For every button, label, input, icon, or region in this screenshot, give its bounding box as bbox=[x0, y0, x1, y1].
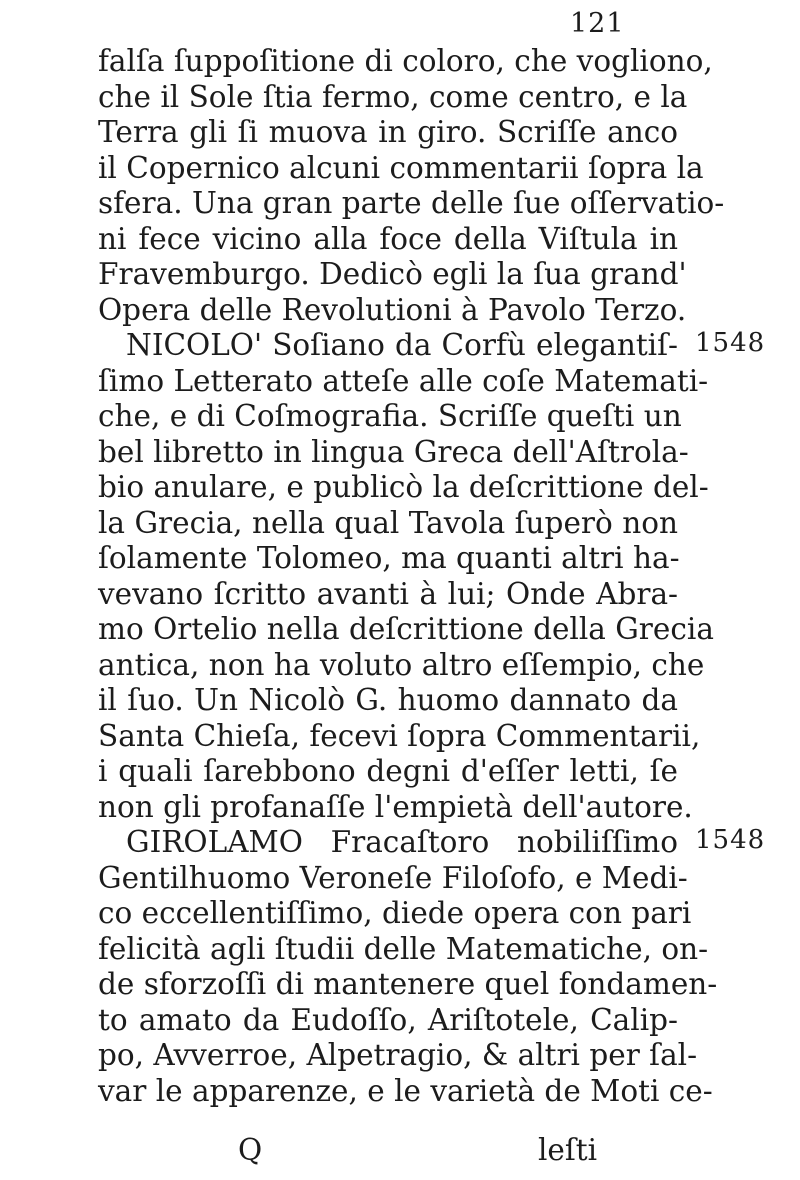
text-line: ſimo Letterato atteſe alle coſe Matemati- bbox=[98, 363, 709, 398]
text-line: non gli profanaſſe l'empietà dell'autore. bbox=[98, 789, 693, 824]
text-line: antica, non ha voluto altro eſſempio, che bbox=[98, 647, 705, 682]
text-line: che il Sole ſtia fermo, come centro, e la bbox=[98, 79, 688, 114]
text-line: co eccellentiſſimo, diede opera con pari bbox=[98, 896, 692, 930]
text-line: bio anulare, e publicò la deſcrittione del- bbox=[98, 470, 709, 504]
paragraph-start-girolamo: GIROLAMO Fracaſtoro nobiliſſimo bbox=[126, 825, 678, 859]
text-line: mo Ortelio nella deſcrittione della Grecia bbox=[98, 612, 714, 646]
text-line: bel libretto in lingua Greca dell'Aſtrola- bbox=[98, 434, 689, 469]
text-line: ſolamente Tolomeo, ma quanti altri ha- bbox=[98, 541, 680, 575]
text-line: ni fece vicino alla foce della Viſtula in bbox=[98, 221, 678, 256]
text-line: var le apparenze, e le varietà de Moti ce- bbox=[98, 1073, 713, 1108]
margin-year-note: 1548 bbox=[695, 825, 766, 855]
text-line: po, Avverroe, Alpetragio, & altri per ſal- bbox=[98, 1038, 698, 1072]
text-line: Fravemburgo. Dedicò egli la ſua grand' bbox=[98, 257, 687, 291]
page-footer bbox=[98, 1133, 678, 1169]
text-line: de sforzoſſi di mantenere quel fondamen- bbox=[98, 967, 718, 1001]
text-line: Opera delle Revolutioni à Pavolo Terzo. bbox=[98, 292, 687, 327]
catchword: leſti bbox=[538, 1133, 598, 1167]
text-line: che, e di Coſmografia. Scriſſe queſti un bbox=[98, 399, 682, 433]
text-line: il ſuo. Un Nicolò G. huomo dannato da bbox=[98, 683, 678, 717]
text-line: i quali ſarebbono degni d'eſſer letti, ſe bbox=[98, 754, 678, 788]
text-line: la Grecia, nella qual Tavola ſuperò non bbox=[98, 505, 678, 540]
margin-year-note: 1548 bbox=[695, 328, 766, 358]
text-line: falſa ſuppoſitione di coloro, che vogliono, bbox=[98, 44, 713, 78]
text-line: il Copernico alcuni commentarii ſopra la bbox=[98, 150, 704, 185]
text-line: to amato da Eudoſſo, Ariſtotele, Calip- bbox=[98, 1002, 678, 1037]
text-line: Terra gli ſi muova in giro. Scriſſe anco bbox=[98, 115, 678, 149]
page-number: 121 bbox=[570, 8, 625, 39]
text-line: Gentilhuomo Veroneſe Filoſofo, e Medi- bbox=[98, 860, 688, 895]
text-line: felicità agli ſtudii delle Matematiche, on- bbox=[98, 931, 709, 966]
text-line: Santa Chieſa, fecevi ſopra Commentarii, bbox=[98, 718, 701, 753]
text-line: vevano ſcritto avanti à lui; Onde Abra- bbox=[98, 576, 678, 611]
paragraph-start-nicolo: NICOLO' Soſiano da Corfù elegantiſ- bbox=[126, 328, 678, 362]
body-text bbox=[98, 44, 725, 1109]
text-line: sfera. Una gran parte delle ſue oſſervatio- bbox=[98, 186, 725, 220]
signature-mark: Q bbox=[238, 1133, 263, 1167]
